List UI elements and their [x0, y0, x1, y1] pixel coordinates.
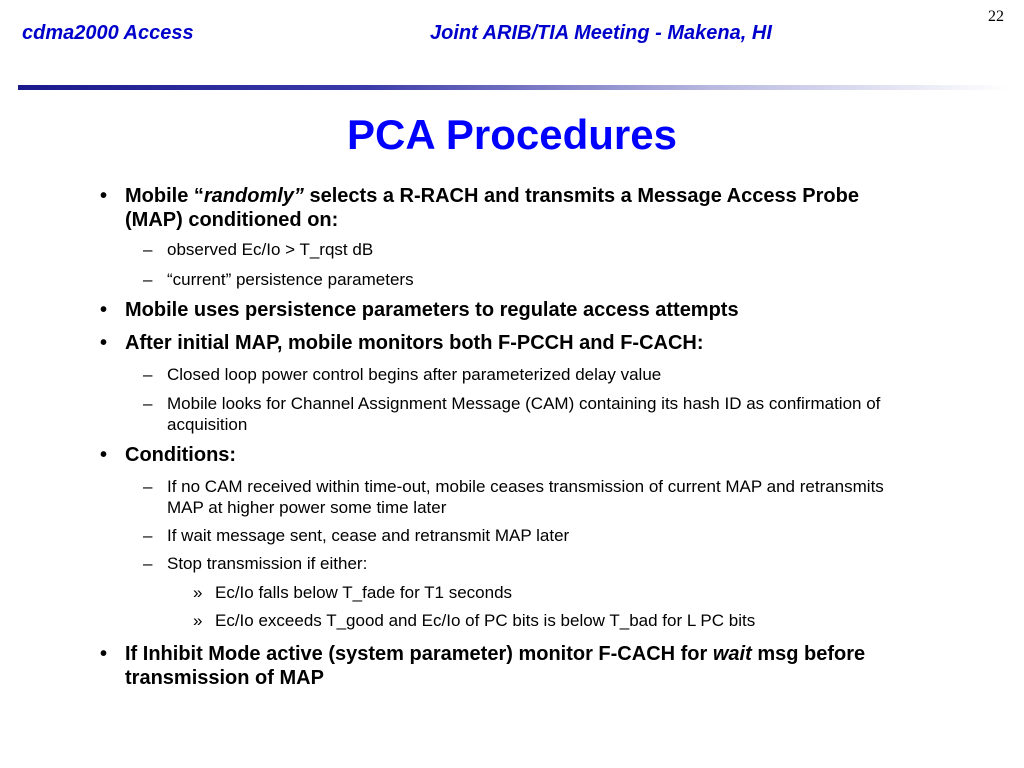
slide-title: PCA Procedures	[347, 111, 677, 158]
sub-bullet-text: “current” persistence parameters	[167, 270, 414, 289]
sub-bullet-text: Stop transmission if either:	[167, 554, 368, 573]
header-meeting-title: Joint ARIB/TIA Meeting - Makena, HI	[430, 22, 772, 44]
sub-sub-bullet-text: Ec/Io falls below T_fade for T1 seconds	[215, 583, 513, 602]
bullet-marker: •	[100, 643, 108, 665]
dash-marker: –	[143, 554, 153, 573]
bullet-marker: •	[100, 444, 108, 466]
slide-number: 22	[988, 8, 1004, 25]
bullet-text-part: msg before transmission of MAP	[125, 643, 866, 689]
bullet-emphasis: randomly”	[203, 185, 304, 207]
sub-bullet-text: If no CAM received within time-out, mobile ceases transmission of current MAP and retransmits MAP at higher power some time later	[167, 477, 884, 517]
raquo-marker: »	[193, 611, 203, 630]
sub-bullet-text: observed Ec/Io > T_rqst dB	[167, 240, 374, 259]
sub-bullet-text: Mobile looks for Channel Assignment Message (CAM) containing its hash ID as confirmation of acquisition	[167, 394, 881, 434]
dash-marker: –	[143, 526, 153, 545]
bullet-marker: •	[100, 332, 108, 354]
bullet-text	[125, 642, 905, 690]
raquo-marker: »	[193, 583, 203, 602]
bullet-text	[125, 184, 905, 232]
bullet-text-part: Mobile “	[125, 185, 204, 207]
bullet-text: Conditions:	[125, 444, 237, 466]
header-left-title: cdma2000 Access	[22, 22, 194, 44]
bullet-text-part: If Inhibit Mode active (system parameter) monitor F-CACH for	[125, 643, 713, 665]
dash-marker: –	[143, 477, 153, 496]
bullet-emphasis: wait	[712, 643, 752, 665]
sub-bullet-text: If wait message sent, cease and retransmit MAP later	[167, 526, 570, 545]
dash-marker: –	[143, 240, 153, 259]
sub-bullet-text: Closed loop power control begins after parameterized delay value	[167, 365, 662, 384]
dash-marker: –	[143, 270, 153, 289]
sub-sub-bullet-text: Ec/Io exceeds T_good and Ec/Io of PC bits is below T_bad for L PC bits	[215, 611, 756, 630]
dash-marker: –	[143, 365, 153, 384]
bullet-text: After initial MAP, mobile monitors both F-PCCH and F-CACH:	[125, 332, 704, 354]
bullet-text-part: selects a R-RACH and transmits a Message Access Probe (MAP) conditioned on:	[125, 185, 859, 231]
bullet-text: Mobile uses persistence parameters to regulate access attempts	[125, 299, 739, 321]
bullet-marker: •	[100, 185, 108, 207]
header-divider	[18, 85, 1008, 90]
dash-marker: –	[143, 394, 153, 413]
bullet-marker: •	[100, 299, 108, 321]
